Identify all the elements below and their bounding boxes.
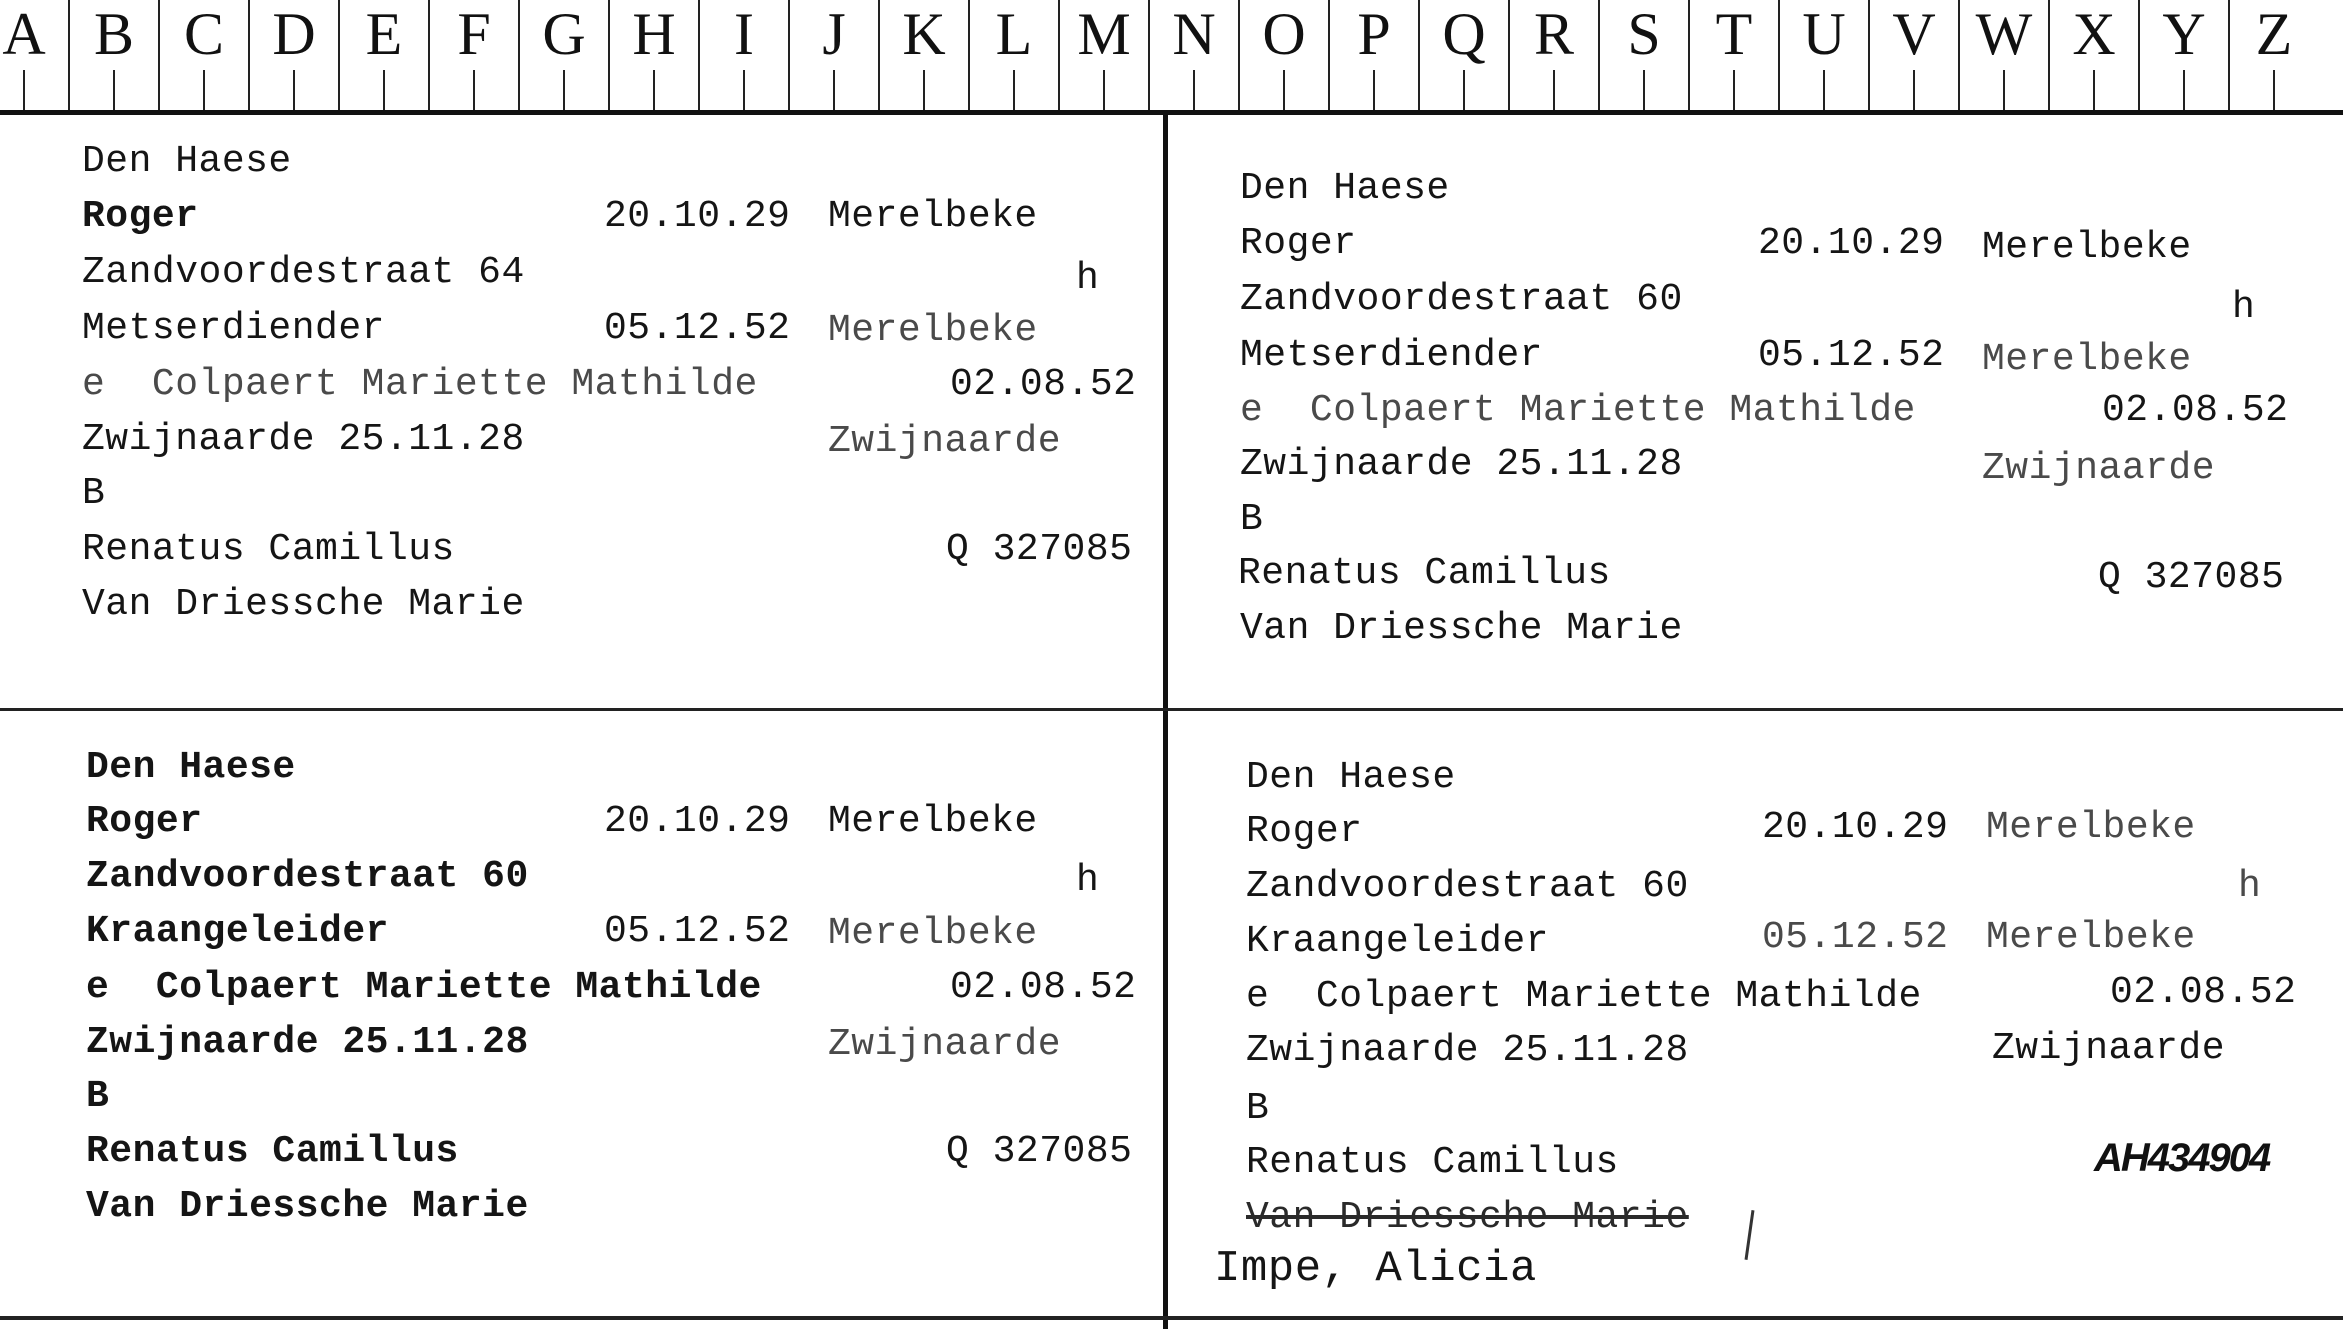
surname: Den Haese: [86, 746, 296, 789]
mother: Van Driessche Marie: [82, 583, 525, 626]
ruler-minor-tick: [203, 70, 205, 110]
ruler-tick: [1508, 0, 1510, 110]
ruler-minor-tick: [2183, 70, 2185, 110]
occupation: Metserdiender: [1240, 334, 1543, 377]
spouse-line: e Colpaert Mariette Mathilde: [82, 363, 758, 406]
marriage-place: Merelbeke: [828, 912, 1038, 955]
ruler-minor-tick: [1373, 70, 1375, 110]
birth-date: 20.10.29: [604, 195, 791, 238]
id-number: Q 327085: [946, 1130, 1133, 1173]
ruler-letter-i: I: [734, 1, 754, 67]
ruler-tick: [1238, 0, 1240, 110]
ruler-minor-tick: [383, 70, 385, 110]
father: Renatus Camillus: [86, 1130, 459, 1173]
spouse-date: 02.08.52: [2110, 971, 2297, 1014]
ruler-tick: [1328, 0, 1330, 110]
spouse-line: e Colpaert Mariette Mathilde: [1246, 975, 1922, 1018]
ruler-minor-tick: [2273, 70, 2275, 110]
ruler-tick: [1688, 0, 1690, 110]
birth-date: 20.10.29: [604, 800, 791, 843]
ruler-minor-tick: [1193, 70, 1195, 110]
ruler-letter-a: A: [2, 1, 46, 67]
ruler-tick: [1598, 0, 1600, 110]
ruler-minor-tick: [113, 70, 115, 110]
spouse-date: 02.08.52: [2102, 389, 2289, 432]
status: B: [86, 1075, 110, 1118]
ink-bracket-mark: [1745, 1210, 1755, 1260]
ruler-minor-tick: [833, 70, 835, 110]
firstname: Roger: [1240, 222, 1357, 265]
ruler-letter-p: P: [1357, 1, 1391, 67]
ruler-letter-m: M: [1077, 1, 1131, 67]
ruler-tick: [1148, 0, 1150, 110]
marriage-date: 05.12.52: [1758, 334, 1945, 377]
spouse-birthplace: Zwijnaarde: [828, 420, 1062, 463]
ruler-tick: [248, 0, 250, 110]
ruler-minor-tick: [473, 70, 475, 110]
status: B: [1246, 1087, 1270, 1130]
birth-date: 20.10.29: [1758, 222, 1945, 265]
occupation: Kraangeleider: [1246, 920, 1549, 963]
ruler-letter-c: C: [183, 1, 225, 67]
ruler-letter-y: Y: [2162, 1, 2206, 67]
marriage-place: Merelbeke: [828, 309, 1038, 352]
ruler-letter-u: U: [1802, 1, 1846, 67]
occupation: Metserdiender: [82, 307, 385, 350]
ruler-tick: [2228, 0, 2230, 110]
ruler-letter-h: H: [632, 1, 676, 67]
ruler-minor-tick: [1913, 70, 1915, 110]
ruler-letter-v: V: [1892, 1, 1936, 67]
ruler-tick: [158, 0, 160, 110]
marriage-date: 05.12.52: [1762, 916, 1949, 959]
marriage-date: 05.12.52: [604, 910, 791, 953]
address: Zandvoordestraat 60: [1240, 278, 1683, 321]
ruler-tick: [428, 0, 430, 110]
ruler-letter-z: Z: [2255, 1, 2293, 67]
father: Renatus Camillus: [1238, 552, 1611, 595]
ruler-minor-tick: [293, 70, 295, 110]
spouse-date: 02.08.52: [950, 966, 1137, 1009]
ruler-minor-tick: [743, 70, 745, 110]
ruler-tick: [788, 0, 790, 110]
mother: Van Driessche Marie: [1240, 607, 1683, 650]
ruler-minor-tick: [1103, 70, 1105, 110]
ruler-minor-tick: [2093, 70, 2095, 110]
ruler-letter-j: J: [822, 1, 846, 67]
ruler-minor-tick: [2003, 70, 2005, 110]
ruler-tick: [68, 0, 70, 110]
ruler-tick: [878, 0, 880, 110]
ruler-tick: [1958, 0, 1960, 110]
firstname: Roger: [1246, 810, 1363, 853]
status: B: [1240, 498, 1264, 541]
ruler-letter-s: S: [1627, 1, 1661, 67]
spouse-line: e Colpaert Mariette Mathilde: [86, 966, 762, 1009]
birth-place: Merelbeke: [1986, 806, 2196, 849]
ruler-tick: [608, 0, 610, 110]
spouse-birthplace: Zwijnaarde: [828, 1023, 1062, 1066]
gender: h: [1076, 859, 1100, 902]
ruler-tick: [698, 0, 700, 110]
ruler-minor-tick: [23, 70, 25, 110]
id-number: Q 327085: [946, 528, 1133, 571]
gender: h: [1076, 257, 1100, 300]
ruler-letter-r: R: [1533, 1, 1575, 67]
ruler-minor-tick: [1733, 70, 1735, 110]
ruler-letter-b: B: [93, 1, 135, 67]
spouse-date: 02.08.52: [950, 363, 1137, 406]
ruler-letter-n: N: [1172, 1, 1216, 67]
ruler-letter-g: G: [542, 1, 586, 67]
card-divider-horizontal: [0, 708, 2343, 711]
surname: Den Haese: [1246, 756, 1456, 799]
ruler-letter-q: Q: [1442, 1, 1486, 67]
marriage-date: 05.12.52: [604, 307, 791, 350]
address: Zandvoordestraat 60: [1246, 865, 1689, 908]
firstname: Roger: [82, 195, 199, 238]
ruler-tick: [518, 0, 520, 110]
mother: Van Driessche Marie: [86, 1185, 529, 1228]
alphabet-index-ruler: [0, 0, 2343, 115]
ruler-minor-tick: [1463, 70, 1465, 110]
ruler-tick: [2048, 0, 2050, 110]
ruler-letter-w: W: [1975, 1, 2033, 67]
ruler-tick: [2138, 0, 2140, 110]
spouse-birth: Zwijnaarde 25.11.28: [86, 1021, 529, 1064]
ruler-minor-tick: [563, 70, 565, 110]
birth-date: 20.10.29: [1762, 806, 1949, 849]
spouse-birth: Zwijnaarde 25.11.28: [82, 418, 525, 461]
mother-crossed-out: Van Driessche Marie: [1246, 1196, 1689, 1239]
firstname: Roger: [86, 800, 203, 843]
ruler-tick: [1058, 0, 1060, 110]
ruler-tick: [338, 0, 340, 110]
id-number: Q 327085: [2098, 556, 2285, 599]
ruler-letter-e: E: [365, 1, 403, 67]
ruler-letter-x: X: [2072, 1, 2116, 67]
spouse-birth: Zwijnaarde 25.11.28: [1240, 443, 1683, 486]
ruler-tick: [1418, 0, 1420, 110]
ruler-minor-tick: [923, 70, 925, 110]
occupation: Kraangeleider: [86, 910, 389, 953]
ruler-letter-k: K: [902, 1, 946, 67]
ruler-tick: [968, 0, 970, 110]
address: Zandvoordestraat 64: [82, 251, 525, 294]
ruler-letter-t: T: [1715, 1, 1753, 67]
ruler-letter-f: F: [457, 1, 491, 67]
spouse-birthplace: Zwijnaarde: [1982, 447, 2216, 490]
spouse-line: e Colpaert Mariette Mathilde: [1240, 389, 1916, 432]
ruler-minor-tick: [1643, 70, 1645, 110]
father: Renatus Camillus: [82, 528, 455, 571]
address: Zandvoordestraat 60: [86, 855, 529, 898]
ruler-tick: [1868, 0, 1870, 110]
ruler-letter-o: O: [1262, 1, 1306, 67]
annotation: Impe, Alicia: [1214, 1244, 1537, 1294]
ruler-minor-tick: [1823, 70, 1825, 110]
card-divider-bottom: [0, 1316, 2343, 1320]
status: B: [82, 472, 106, 515]
marriage-place: Merelbeke: [1986, 916, 2196, 959]
surname: Den Haese: [82, 140, 292, 183]
birth-place: Merelbeke: [1982, 226, 2192, 269]
father: Renatus Camillus: [1246, 1141, 1619, 1184]
marriage-place: Merelbeke: [1982, 338, 2192, 381]
ruler-letter-d: D: [272, 1, 316, 67]
id-number-handwritten: AH434904: [2094, 1136, 2270, 1180]
surname: Den Haese: [1240, 167, 1450, 210]
ruler-minor-tick: [1283, 70, 1285, 110]
birth-place: Merelbeke: [828, 800, 1038, 843]
ruler-minor-tick: [1013, 70, 1015, 110]
ruler-baseline: [0, 110, 2343, 115]
card-divider-vertical: [1163, 115, 1168, 1329]
gender: h: [2232, 286, 2256, 329]
birth-place: Merelbeke: [828, 195, 1038, 238]
spouse-birth: Zwijnaarde 25.11.28: [1246, 1029, 1689, 1072]
ruler-tick: [1778, 0, 1780, 110]
ruler-letter-l: L: [995, 1, 1033, 67]
spouse-birthplace: Zwijnaarde: [1992, 1027, 2226, 1070]
ruler-minor-tick: [1553, 70, 1555, 110]
ruler-minor-tick: [653, 70, 655, 110]
gender: h: [2238, 865, 2262, 908]
